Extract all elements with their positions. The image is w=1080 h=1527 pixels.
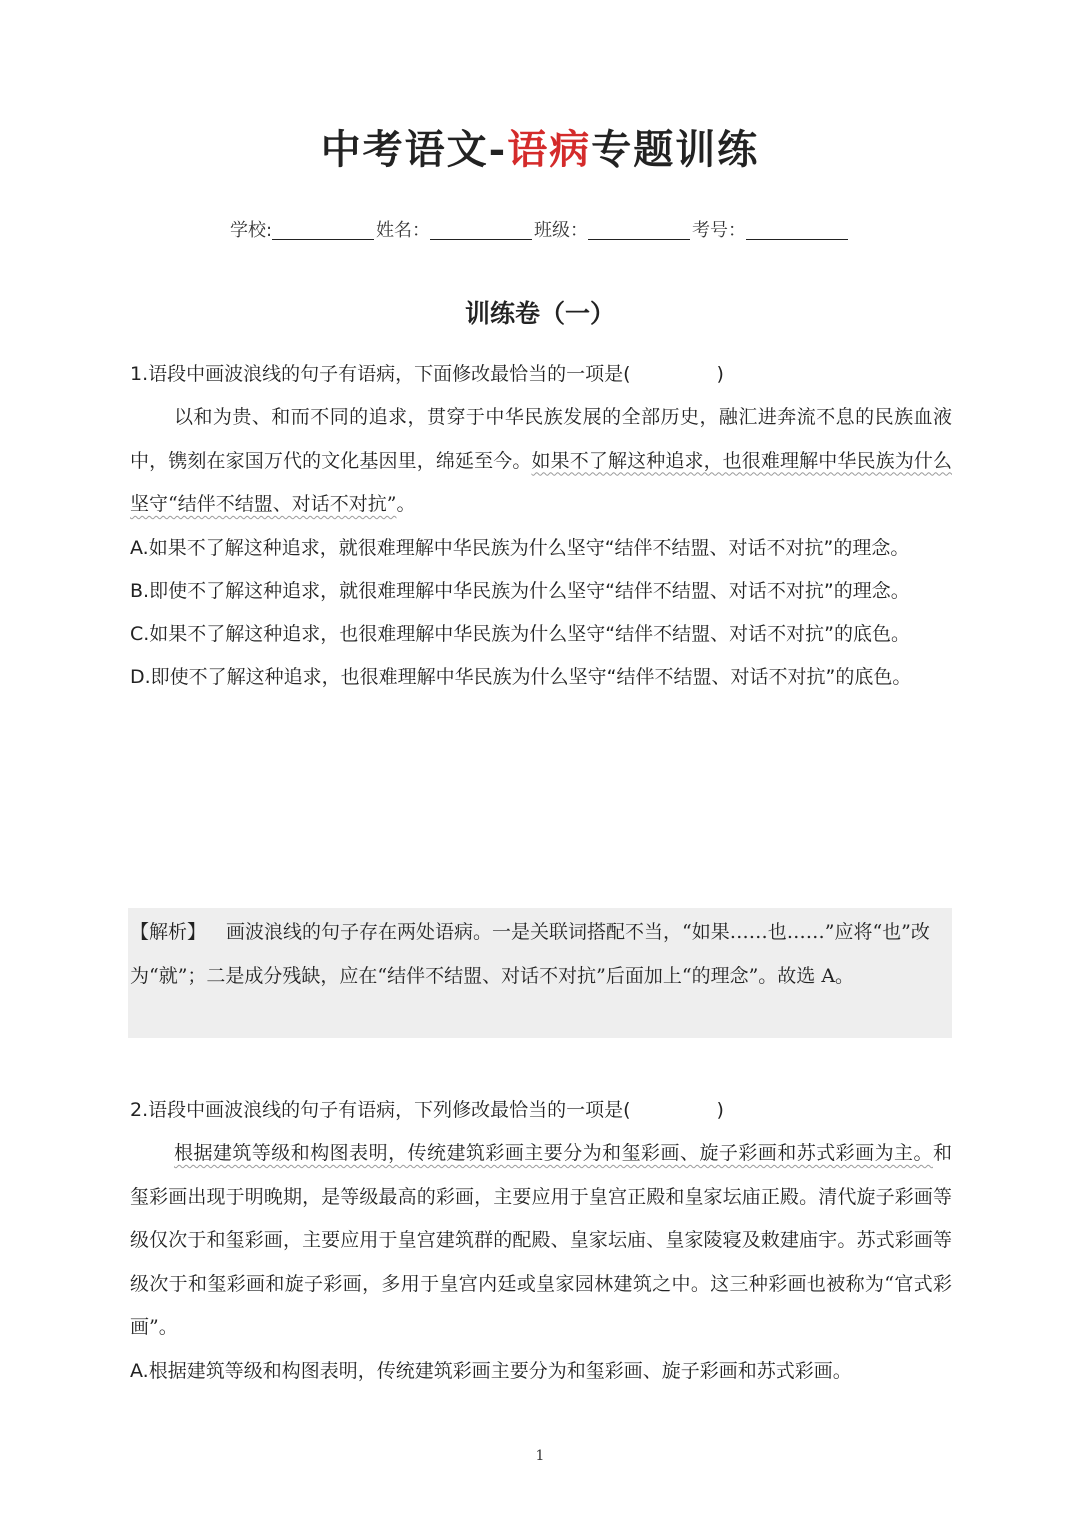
analysis-text: 画波浪线的句子存在两处语病。一是关联词搭配不当，“如果……也……”应将“也”改为“就”；二是成分残缺，应在“结伴不结盟、对话不对抗”后面加上“的理念”。故选 A。 [130,921,930,987]
option-1c: C.如果不了解这种追求，也很难理解中华民族为什么坚守“结伴不结盟、对话不对抗”的底色。 [130,622,910,645]
question-1-passage [130,396,952,527]
class-label: 班级： [534,220,589,241]
number-blank [746,221,848,240]
option-1b: B.即使不了解这种追求，就很难理解中华民族为什么坚守“结伴不结盟、对话不对抗”的理念。 [130,579,910,602]
analysis-box [128,908,952,1038]
passage-1-end: 。 [396,493,416,515]
question-1-paren: ) [716,363,724,385]
passage-2-rest: 和玺彩画出现于明晚期，是等级最高的彩画，主要应用于皇宫正殿和皇家坛庙正殿。清代旋子彩画等级仅次于和玺彩画，主要应用于皇宫建筑群的配殿、皇家坛庙、皇家陵寝及敕建庙宇。苏式彩画等级次于和玺彩画和旋子彩画，多用于皇宫内廷或皇家园林建筑之中。这三种彩画也被称为“官式彩画”。 [130,1142,952,1338]
title-prefix: 中考语文- [320,126,508,173]
question-1 [130,352,952,699]
school-label: 学校: [229,220,273,241]
question-2-paren: ) [716,1099,724,1121]
student-info-line [0,216,1080,242]
question-1-stem [130,352,952,396]
section-title: 训练卷（一） [464,299,615,328]
name-blank [430,221,532,240]
name-label: 姓名： [376,220,431,241]
passage-1-plain: 以和为贵、和而不同的追求，贯穿于中华民族发展的全部历史，融汇进奔流不息的民族血液中，镌刻在家国万代的文化基因里，绵延至今。 [130,406,952,472]
option-1d: D.即使不了解这种追求，也很难理解中华民族为什么坚守“结伴不结盟、对话不对抗”的底色。 [130,665,912,688]
question-2-stem [130,1088,952,1132]
analysis-tag: 【解析】 [130,921,207,943]
passage-2-wavy-sentence: 根据建筑等级和构图表明，传统建筑彩画主要分为和玺彩画、旋子彩画和苏式彩画为主。 [174,1142,933,1164]
class-blank [588,221,690,240]
question-1-stem-text: 1.语段中画波浪线的句子有语病，下面修改最恰当的一项是( [130,363,631,385]
page-number: 1 [535,1448,545,1464]
passage-1-wavy-sentence: 如果不了解这种追求，也很难理解中华民族为什么坚守“结伴不结盟、对话不对抗” [130,449,952,515]
option-1a: A.如果不了解这种追求，就很难理解中华民族为什么坚守“结伴不结盟、对话不对抗”的理念。 [130,536,910,559]
title-suffix: 专题训练 [591,126,760,173]
question-2-passage [130,1132,952,1350]
page-title [0,118,1080,175]
option-2a: A.根据建筑等级和构图表明，传统建筑彩画主要分为和玺彩画、旋子彩画和苏式彩画。 [130,1359,852,1382]
question-2-stem-text: 2.语段中画波浪线的句子有语病，下列修改最恰当的一项是( [130,1099,631,1121]
title-highlight: 语病 [507,126,592,173]
question-2 [130,1088,952,1393]
analysis-text-block [128,908,952,998]
number-label: 考号： [692,220,747,241]
school-blank [272,221,374,240]
